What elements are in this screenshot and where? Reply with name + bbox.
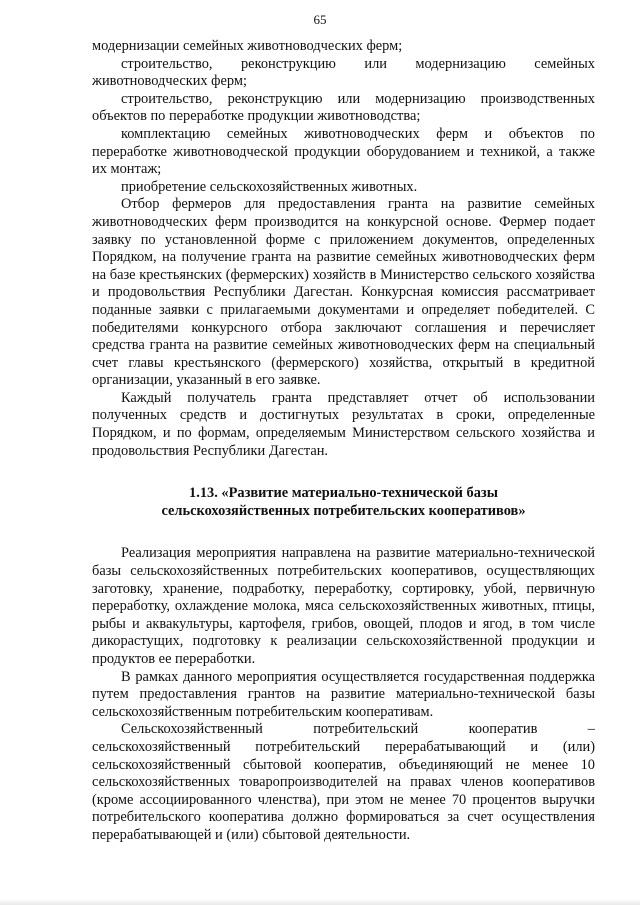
paragraph: строительство, реконструкцию или модернизацию производственных объектов по переработке продукции животноводства; xyxy=(92,90,595,125)
paragraph: комплектацию семейных животноводческих ферм и объектов по переработке животноводческой продукции оборудованием и техникой, а также их монтаж; xyxy=(92,125,595,178)
scan-edge xyxy=(0,899,640,905)
section-heading-line: 1.13. «Развитие материально-технической базы xyxy=(189,485,498,502)
document-body xyxy=(92,38,595,845)
paragraph: модернизации семейных животноводческих ферм; xyxy=(92,38,403,54)
paragraph: Сельскохозяйственный потребительский кооператив – сельскохозяйственный потребительский перерабатывающий и (или) сельскохозяйственный сбытовой кооператив, объединяющий не менее 10 сельскохозяйственных товаропроизводителей на правах членов кооперативов (кроме ассоциированного членства), при этом не менее 70 процентов выручки потребительского кооператива должно формироваться за счет осуществления перерабатывающей и (или) сбытовой деятельности. xyxy=(92,721,595,843)
section-heading xyxy=(92,485,595,520)
section-heading-line: сельскохозяйственных потребительских кооперативов» xyxy=(161,502,526,519)
paragraph: приобретение сельскохозяйственных животных. xyxy=(121,178,418,195)
paragraph: строительство, реконструкцию или модернизацию семейных животноводческих ферм; xyxy=(92,55,595,90)
paragraph: Отбор фермеров для предоставления гранта на развитие семейных животноводческих ферм производится на конкурсной основе. Фермер подает заявку по установленной форме с приложением документов, определенных Порядком, на получение гранта на развитие семейных животноводческих ферм на базе крестьянских (фермерских) хозяйств в Министерство сельского хозяйства и продовольствия Республики Дагестан. Конкурсная комиссия рассматривает поданные заявки с прилагаемыми документами и определяет победителей. С победителями конкурсного отбора заключают соглашения и перечисляет средства гранта на развитие семейных животноводческих ферм на специальный счет главы крестьянского (фермерского) хозяйства, открытый в кредитной организации, указанный в его заявке. xyxy=(92,196,595,389)
page-number: 65 xyxy=(313,12,327,27)
paragraph: Каждый получатель гранта представляет отчет об использовании полученных средств и достигнутых результатах в сроки, определенные Порядком, и по формам, определяемым Министерством сельского хозяйства и продовольствия Республики Дагестан. xyxy=(92,389,595,459)
paragraph: В рамках данного мероприятия осуществляется государственная поддержка путем предоставления грантов на развитие материально-технической базы сельскохозяйственным потребительским кооперативам. xyxy=(92,668,595,720)
paragraph: Реализация мероприятия направлена на развитие материально-технической базы сельскохозяйственных потребительских кооперативов, осуществляющих заготовку, хранение, подработку, переработку, сортировку, убой, первичную переработку, охлаждение молока, мяса сельскохозяйственных животных, птицы, рыбы и аквакультуры, картофеля, грибов, овощей, плодов и ягод, в том числе дикорастущих, подготовку к реализации сельскохозяйственной продукции и продуктов ее переработки. xyxy=(92,545,595,667)
